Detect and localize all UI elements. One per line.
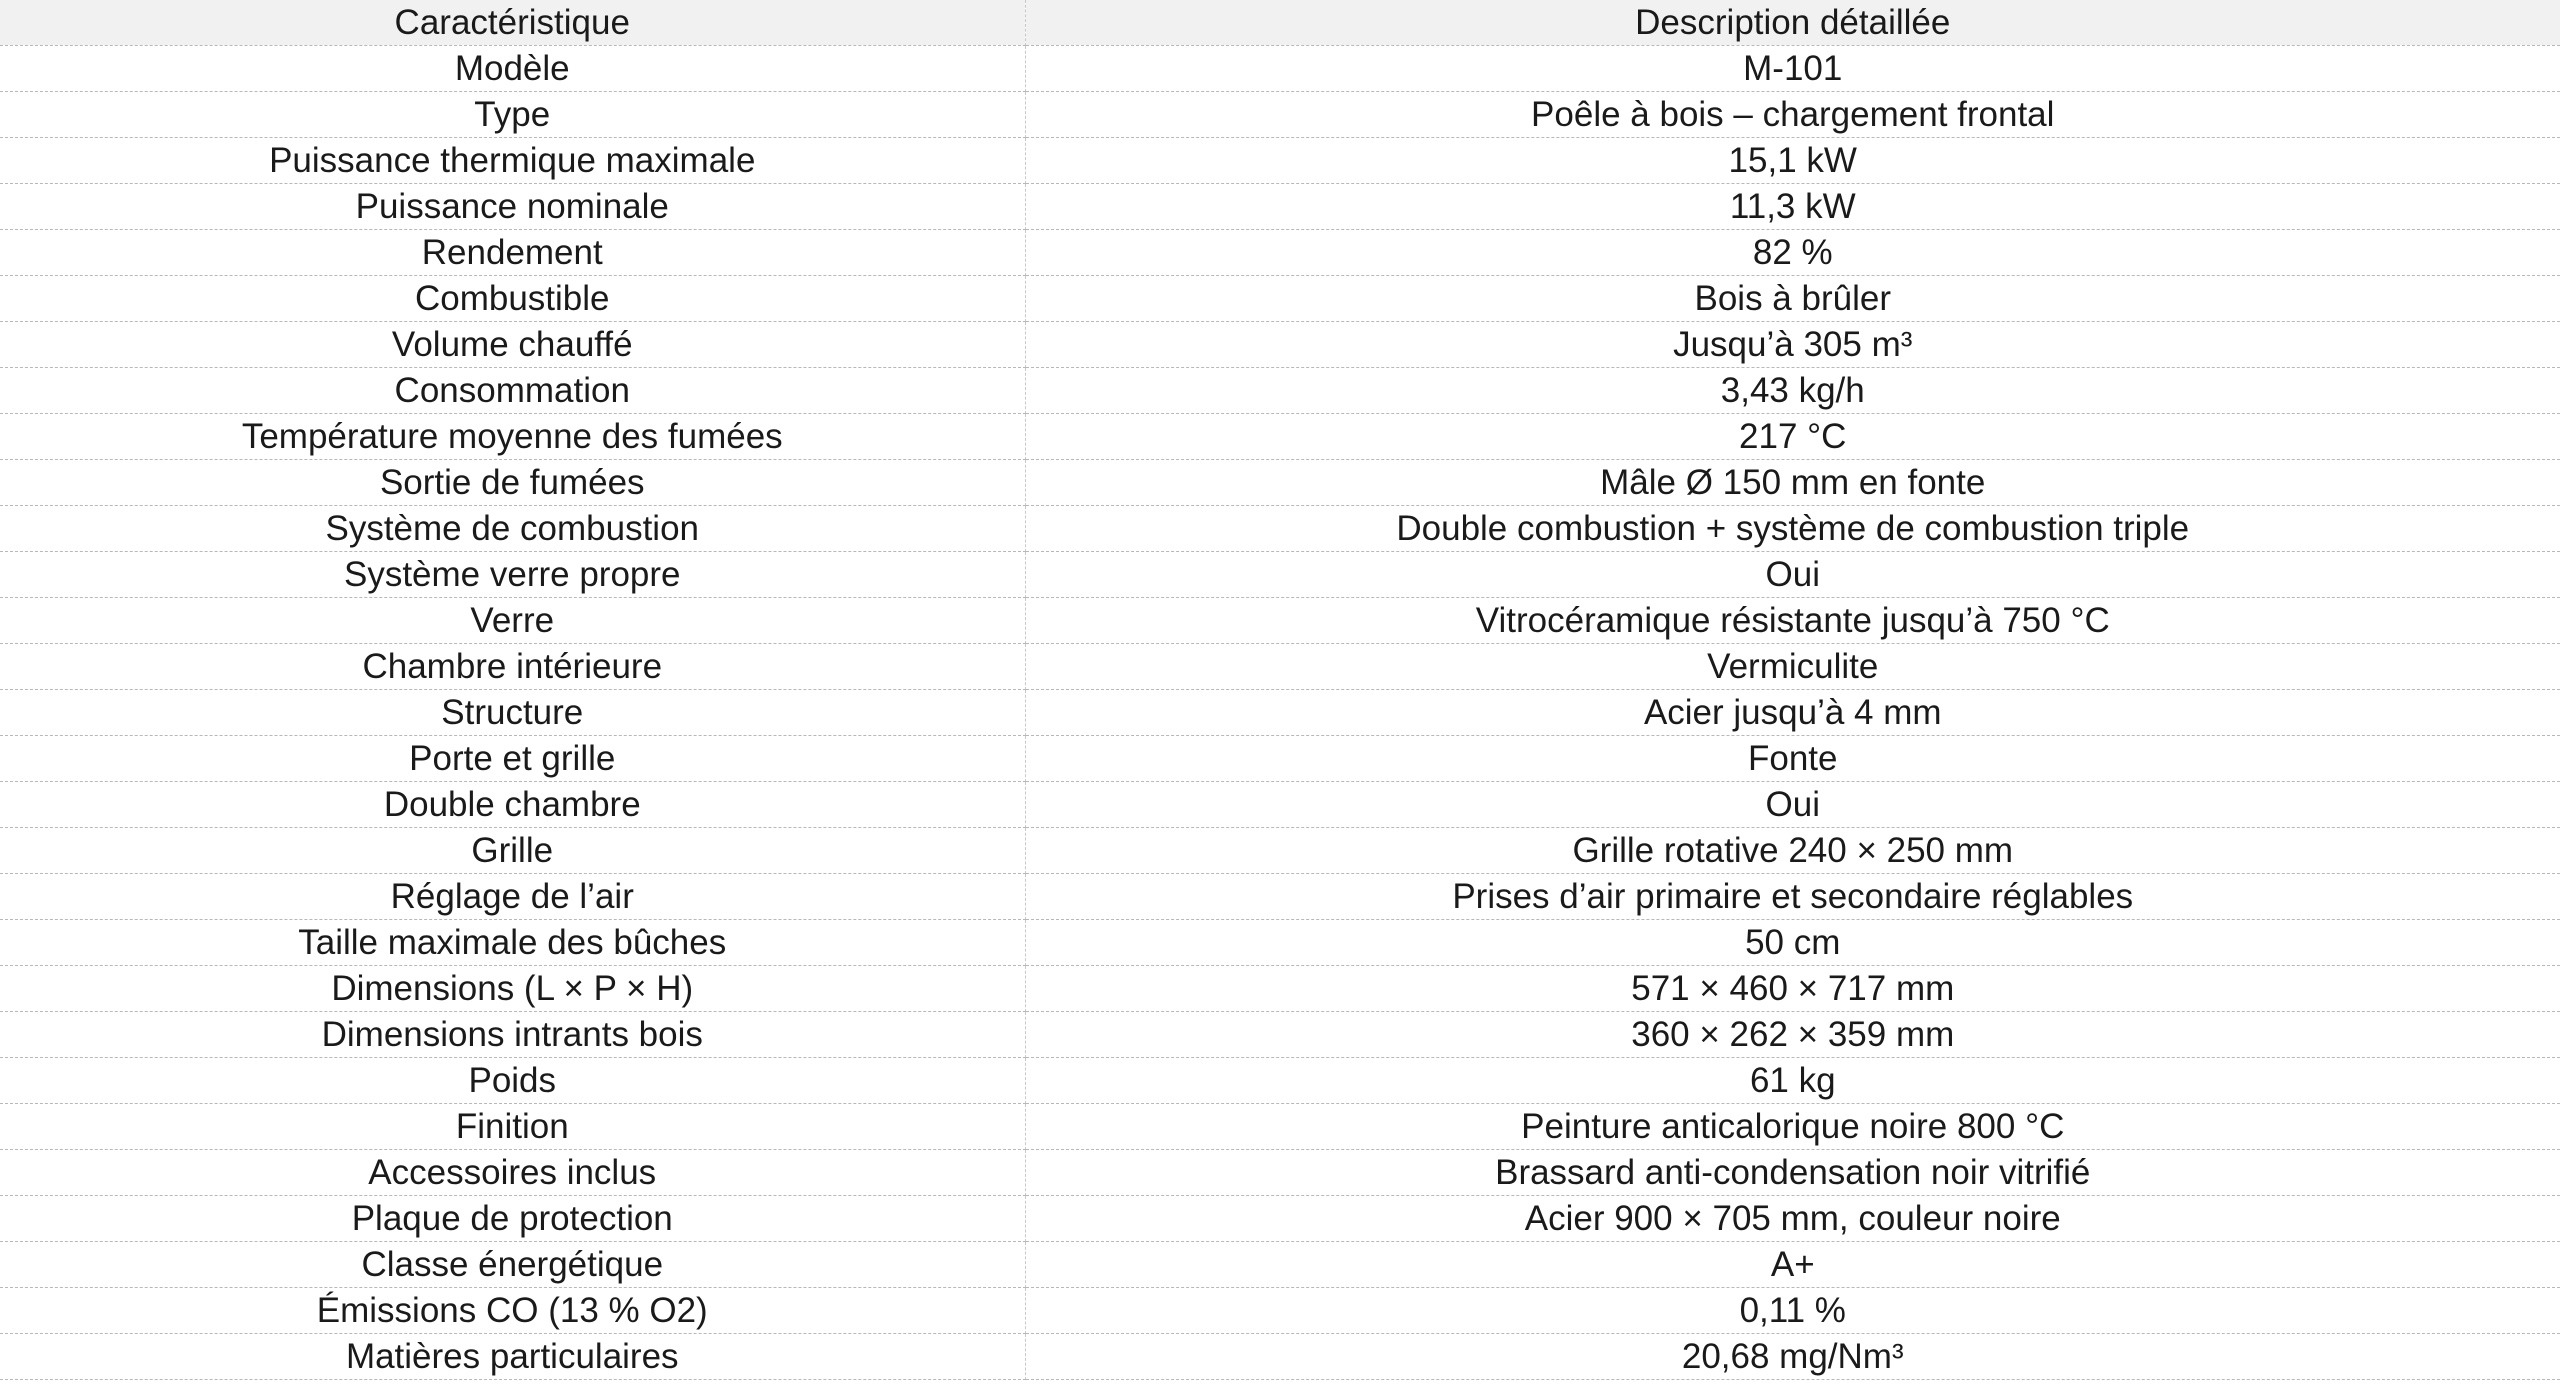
table-row [0, 230, 2560, 276]
table-header [0, 0, 2560, 46]
cell-characteristic: Accessoires inclus [0, 1150, 1025, 1196]
cell-description: 217 °C [1025, 414, 2560, 460]
cell-characteristic: Type [0, 92, 1025, 138]
cell-characteristic: Combustible [0, 276, 1025, 322]
cell-characteristic: Dimensions (L × P × H) [0, 966, 1025, 1012]
cell-description: Acier 900 × 705 mm, couleur noire [1025, 1196, 2560, 1242]
cell-description: 61 kg [1025, 1058, 2560, 1104]
cell-characteristic: Émissions CO (13 % O2) [0, 1288, 1025, 1334]
cell-characteristic: Consommation [0, 368, 1025, 414]
table-row [0, 920, 2560, 966]
cell-characteristic: Sortie de fumées [0, 460, 1025, 506]
cell-description: Oui [1025, 782, 2560, 828]
cell-characteristic: Verre [0, 598, 1025, 644]
cell-description: 3,43 kg/h [1025, 368, 2560, 414]
cell-characteristic: Plaque de protection [0, 1196, 1025, 1242]
table-row [0, 1334, 2560, 1380]
cell-characteristic: Double chambre [0, 782, 1025, 828]
cell-description: 15,1 kW [1025, 138, 2560, 184]
cell-description: Prises d’air primaire et secondaire réglables [1025, 874, 2560, 920]
cell-characteristic: Réglage de l’air [0, 874, 1025, 920]
cell-description: Peinture anticalorique noire 800 °C [1025, 1104, 2560, 1150]
cell-description: A+ [1025, 1242, 2560, 1288]
cell-description: Mâle Ø 150 mm en fonte [1025, 460, 2560, 506]
cell-characteristic: Structure [0, 690, 1025, 736]
cell-description: Vitrocéramique résistante jusqu’à 750 °C [1025, 598, 2560, 644]
cell-characteristic: Puissance thermique maximale [0, 138, 1025, 184]
table-row [0, 1104, 2560, 1150]
cell-characteristic: Modèle [0, 46, 1025, 92]
cell-description: 50 cm [1025, 920, 2560, 966]
table-row [0, 598, 2560, 644]
cell-characteristic: Poids [0, 1058, 1025, 1104]
table-row [0, 782, 2560, 828]
table-row [0, 966, 2560, 1012]
cell-description: Bois à brûler [1025, 276, 2560, 322]
cell-characteristic: Chambre intérieure [0, 644, 1025, 690]
cell-description: Acier jusqu’à 4 mm [1025, 690, 2560, 736]
table-row [0, 138, 2560, 184]
column-header-characteristic: Caractéristique [0, 0, 1025, 46]
table-row [0, 368, 2560, 414]
cell-characteristic: Système de combustion [0, 506, 1025, 552]
table-row [0, 92, 2560, 138]
table-row [0, 1058, 2560, 1104]
cell-description: Grille rotative 240 × 250 mm [1025, 828, 2560, 874]
table-row [0, 506, 2560, 552]
cell-description: 20,68 mg/Nm³ [1025, 1334, 2560, 1380]
table-row [0, 184, 2560, 230]
cell-description: Poêle à bois – chargement frontal [1025, 92, 2560, 138]
cell-characteristic: Classe énergétique [0, 1242, 1025, 1288]
table-row [0, 828, 2560, 874]
cell-description: Double combustion + système de combustion triple [1025, 506, 2560, 552]
table-row [0, 736, 2560, 782]
cell-characteristic: Puissance nominale [0, 184, 1025, 230]
cell-characteristic: Volume chauffé [0, 322, 1025, 368]
cell-description: Fonte [1025, 736, 2560, 782]
table-row [0, 414, 2560, 460]
cell-characteristic: Taille maximale des bûches [0, 920, 1025, 966]
cell-description: 571 × 460 × 717 mm [1025, 966, 2560, 1012]
cell-description: Jusqu’à 305 m³ [1025, 322, 2560, 368]
cell-characteristic: Grille [0, 828, 1025, 874]
cell-description: 82 % [1025, 230, 2560, 276]
table-row [0, 1242, 2560, 1288]
table-row [0, 1012, 2560, 1058]
table-body [0, 46, 2560, 1380]
table-row [0, 1196, 2560, 1242]
cell-description: 0,11 % [1025, 1288, 2560, 1334]
cell-characteristic: Système verre propre [0, 552, 1025, 598]
cell-characteristic: Température moyenne des fumées [0, 414, 1025, 460]
cell-description: 360 × 262 × 359 mm [1025, 1012, 2560, 1058]
table-row [0, 460, 2560, 506]
table-row [0, 690, 2560, 736]
cell-characteristic: Rendement [0, 230, 1025, 276]
cell-description: M-101 [1025, 46, 2560, 92]
cell-characteristic: Matières particulaires [0, 1334, 1025, 1380]
cell-description: 11,3 kW [1025, 184, 2560, 230]
cell-characteristic: Dimensions intrants bois [0, 1012, 1025, 1058]
table-row [0, 552, 2560, 598]
cell-description: Brassard anti-condensation noir vitrifié [1025, 1150, 2560, 1196]
cell-description: Oui [1025, 552, 2560, 598]
table-row [0, 874, 2560, 920]
table-row [0, 276, 2560, 322]
table-row [0, 322, 2560, 368]
table-row [0, 1150, 2560, 1196]
cell-description: Vermiculite [1025, 644, 2560, 690]
table-row [0, 46, 2560, 92]
table-row [0, 1288, 2560, 1334]
cell-characteristic: Finition [0, 1104, 1025, 1150]
header-row [0, 0, 2560, 46]
cell-characteristic: Porte et grille [0, 736, 1025, 782]
column-header-description: Description détaillée [1025, 0, 2560, 46]
table-row [0, 644, 2560, 690]
